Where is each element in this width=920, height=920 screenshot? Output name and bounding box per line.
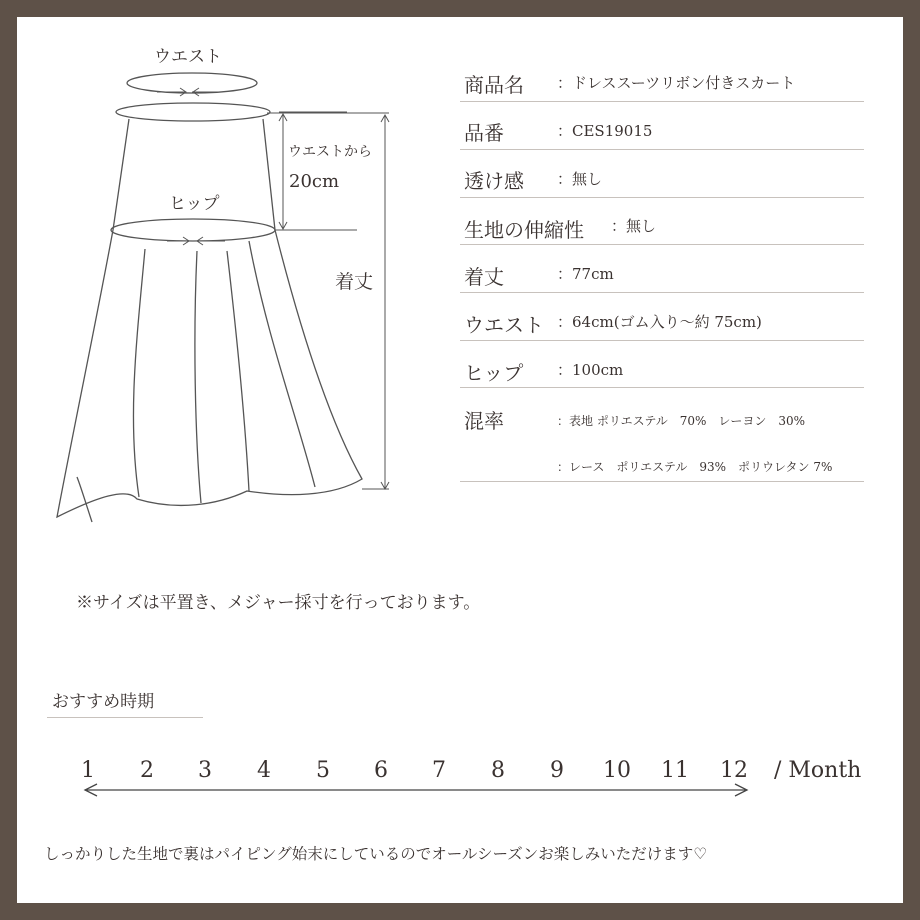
length-diagram-label: 着丈 [335,271,374,293]
footer-message: しっかりした生地で裏はパイピング始末にしているのでオールシーズンお楽しみいただけます♡ [44,845,708,863]
month-9: 9 [550,758,564,783]
month-11: 11 [661,758,689,783]
spec-divider [460,481,864,482]
spec-divider [460,197,864,198]
season-title-underline [47,717,203,718]
measurement-note: ※サイズは平置き、メジャー採寸を行っております。 [76,593,481,613]
spec-divider [460,101,864,102]
month-7: 7 [432,758,446,783]
month-2: 2 [140,758,154,783]
month-8: 8 [491,758,505,783]
hip-diagram-label: ヒップ [169,194,220,214]
waist-diagram-label: ウエスト [154,47,222,67]
spec-divider [460,149,864,150]
spec-value-sheer: ：無し [557,170,603,188]
spec-label-blend: 混率 [464,409,504,433]
spec-value-waist: ：64cm(ゴム入り〜約 75cm) [557,313,762,331]
spec-value-blend-shell: ：表地 ポリエステル 70% レーヨン 30% [557,414,806,428]
spec-value-name: ：ドレススーツリボン付きスカート [557,74,796,92]
spec-divider [460,340,864,341]
spec-value-hip: ：100cm [557,361,624,379]
spec-value-code: ：CES19015 [557,122,653,140]
spec-value-stretch: ：無し [611,217,657,235]
month-4: 4 [257,758,271,783]
spec-divider [460,292,864,293]
spec-label-length: 着丈 [464,265,504,289]
season-title: おすすめ時期 [52,692,155,712]
spec-divider [460,244,864,245]
month-3: 3 [198,758,212,783]
spec-value-length: ：77cm [557,265,614,283]
month-10: 10 [603,758,631,783]
spec-label-code: 品番 [464,121,504,145]
from-waist-label: ウエストから [288,144,372,160]
spec-label-stretch: 生地の伸縮性 [464,218,584,242]
month-5: 5 [316,758,330,783]
spec-divider [460,387,864,388]
spec-label-name: 商品名 [464,73,524,97]
spec-label-sheer: 透け感 [464,169,524,193]
month-unit: / Month [774,758,862,783]
spec-label-hip: ヒップ [464,361,524,385]
hip-ellipse [111,219,275,241]
from-waist-value: 20cm [289,171,340,192]
spec-label-waist: ウエスト [464,313,544,337]
month-1: 1 [81,758,95,783]
spec-value-blend-lace: ：レース ポリエステル 93% ポリウレタン 7% [557,460,833,474]
waist-ellipse [127,73,257,93]
month-12: 12 [720,758,748,783]
month-6: 6 [374,758,388,783]
product-size-card [17,17,903,903]
